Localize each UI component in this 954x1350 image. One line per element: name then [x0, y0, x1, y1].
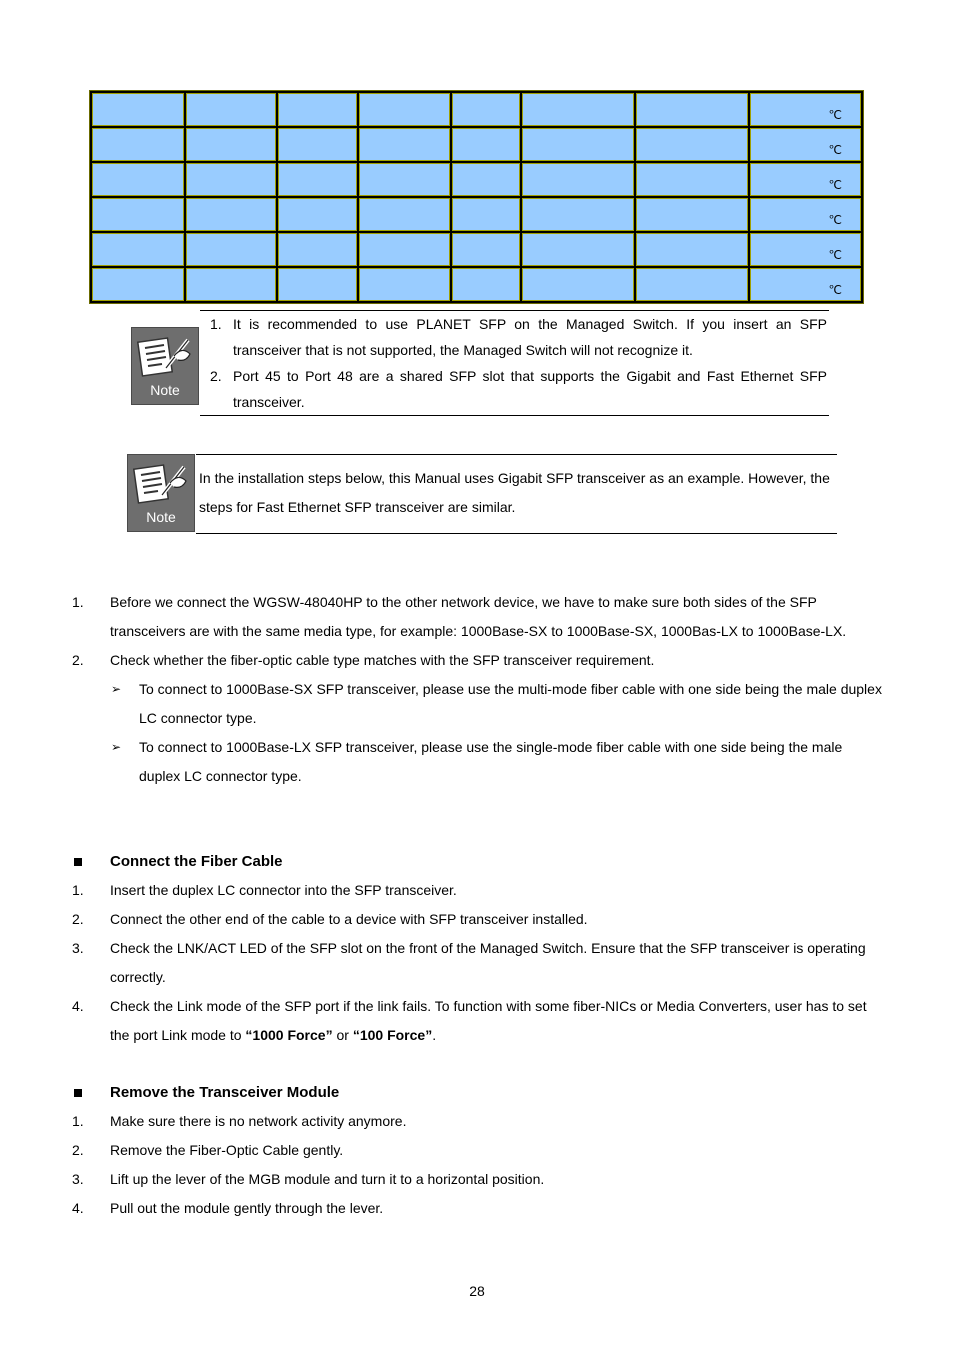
arrow-bullet-icon: ➢	[111, 740, 122, 754]
table-cell	[452, 163, 520, 196]
list-item: 3. Lift up the lever of the MGB module and turn it to a horizontal position.	[72, 1171, 545, 1187]
table-cell	[452, 233, 520, 266]
table-row	[92, 198, 861, 231]
table-cell	[636, 128, 748, 161]
list-item: 4. Check the Link mode of the SFP port if the link fails. To function with some fiber-NICs or Media Converters, user has to set the port Link mode to “1000 Force” or “100 Force”.	[72, 998, 867, 1043]
table-cell: ℃	[750, 233, 861, 266]
table-cell	[359, 128, 450, 161]
note1-item: 1. It is recommended to use PLANET SFP on the Managed Switch. If you insert an SFP transceiver that is not supported, the Managed Switch will not recognize it.	[210, 316, 827, 358]
table-cell	[278, 198, 357, 231]
list-item: 1. Make sure there is no network activity anymore.	[72, 1113, 407, 1129]
square-bullet-icon	[74, 858, 82, 866]
note1-item: 2. Port 45 to Port 48 are a shared SFP slot that supports the Gigabit and Fast Ethernet SFP transceiver.	[210, 368, 827, 410]
notepad-pen-icon	[132, 461, 192, 507]
table-cell	[452, 93, 520, 126]
table-cell: ℃	[750, 163, 861, 196]
table-cell: ℃	[750, 198, 861, 231]
remove-section	[72, 1078, 884, 1223]
table-cell	[636, 93, 748, 126]
table-cell	[278, 163, 357, 196]
note-label: Note	[150, 382, 180, 398]
list-item: 2. Check whether the fiber-optic cable type matches with the SFP transceiver requirement.	[72, 652, 655, 668]
sub-list-item: ➢ To connect to 1000Base-LX SFP transceiver, please use the single-mode fiber cable with one side being the male duplex LC connector type.	[72, 733, 884, 791]
table-cell	[522, 198, 634, 231]
table-cell	[522, 93, 634, 126]
table-row	[92, 163, 861, 196]
page-number: 28	[469, 1283, 485, 1299]
table-row	[92, 93, 861, 126]
sub-list-item: ➢ To connect to 1000Base-SX SFP transceiver, please use the multi-mode fiber cable with one side being the male duplex LC connector type.	[72, 675, 884, 733]
table-cell	[186, 198, 277, 231]
connect-section	[72, 847, 884, 1050]
table-cell	[636, 233, 748, 266]
table-cell	[452, 268, 520, 301]
table-cell	[359, 268, 450, 301]
notepad-pen-icon	[136, 334, 196, 380]
table-cell	[278, 233, 357, 266]
table-cell	[92, 268, 184, 301]
section-heading: Remove the Transceiver Module	[72, 1078, 884, 1107]
list-item: 4. Pull out the module gently through the lever.	[72, 1200, 384, 1216]
note-label: Note	[146, 509, 176, 525]
list-item: 2. Connect the other end of the cable to a device with SFP transceiver installed.	[72, 911, 588, 927]
table-cell	[186, 163, 277, 196]
table-cell	[452, 198, 520, 231]
note-icon	[131, 327, 199, 405]
table-cell	[186, 93, 277, 126]
list-item: 2. Remove the Fiber-Optic Cable gently.	[72, 1142, 344, 1158]
table-cell	[186, 233, 277, 266]
table-cell	[636, 198, 748, 231]
table-row	[92, 128, 861, 161]
table-cell	[92, 163, 184, 196]
table-row	[92, 233, 861, 266]
list-item: 1. Insert the duplex LC connector into the SFP transceiver.	[72, 882, 457, 898]
table-cell	[186, 268, 277, 301]
spec-table	[89, 90, 864, 304]
table-cell	[92, 128, 184, 161]
table-cell	[522, 268, 634, 301]
note-icon	[127, 454, 195, 532]
table-cell: ℃	[750, 268, 861, 301]
list-item: 3. Check the LNK/ACT LED of the SFP slot on the front of the Managed Switch. Ensure that the SFP transceiver is operating correctly.	[72, 940, 866, 985]
table-cell	[92, 198, 184, 231]
table-cell	[522, 128, 634, 161]
table-cell	[186, 128, 277, 161]
note-box-2	[196, 454, 837, 534]
install-steps	[72, 588, 884, 791]
arrow-bullet-icon: ➢	[111, 682, 122, 696]
list-item: 1. Before we connect the WGSW-48040HP to the other network device, we have to make sure both sides of the SFP transceivers are with the same media type, for example: 1000Base-SX to 1000Base-SX, 1000Bas-LX to 1000Base-LX.	[72, 594, 847, 639]
table-cell	[522, 163, 634, 196]
table-cell	[278, 268, 357, 301]
section-heading: Connect the Fiber Cable	[72, 847, 884, 876]
table-cell: ℃	[750, 128, 861, 161]
table-cell	[452, 128, 520, 161]
square-bullet-icon	[74, 1089, 82, 1097]
table-cell	[92, 93, 184, 126]
table-cell	[92, 233, 184, 266]
table-cell	[278, 93, 357, 126]
table-cell	[359, 233, 450, 266]
note-box-1	[200, 310, 829, 416]
table-cell	[278, 128, 357, 161]
table-cell	[359, 163, 450, 196]
table-cell	[359, 93, 450, 126]
table-cell	[522, 233, 634, 266]
table-cell: ℃	[750, 93, 861, 126]
table-cell	[636, 268, 748, 301]
table-cell	[636, 163, 748, 196]
note2-text: In the installation steps below, this Manual uses Gigabit SFP transceiver as an example. However, the steps for Fast Ethernet SFP transceiver are similar.	[199, 470, 830, 515]
table-cell	[359, 198, 450, 231]
table-row	[92, 268, 861, 301]
